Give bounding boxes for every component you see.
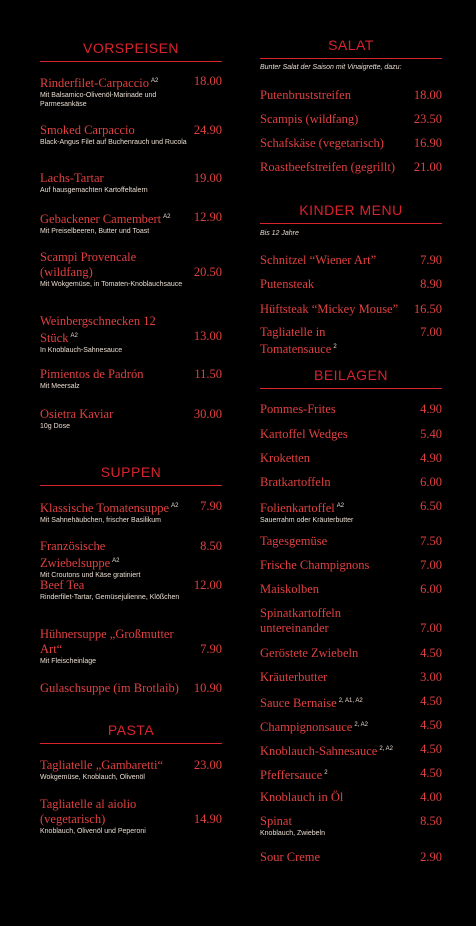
item-price: 8.50 [420, 814, 442, 828]
item-description: Mit Meersalz [40, 383, 80, 390]
item-price: 6.00 [420, 582, 442, 596]
item-name [260, 427, 442, 442]
item-name-text: Tagliatelle al aiolio (vegetarisch) [40, 797, 137, 826]
item-price: 13.00 [193, 329, 222, 343]
menu-item [260, 694, 442, 711]
allergen-note: A2 [171, 503, 179, 509]
section-title-suppen: SUPPEN [40, 464, 222, 486]
menu-item [40, 758, 222, 782]
item-name-text: Hüftsteak “Mickey Mouse” [260, 302, 399, 316]
item-name [40, 499, 222, 516]
menu-item [40, 171, 222, 195]
menu-item [40, 578, 222, 602]
item-name-text: Pimientos de Padrón [40, 367, 144, 381]
item-name-text: Scampis (wildfang) [260, 112, 359, 126]
item-name-text: Spinat [260, 814, 292, 828]
item-price: 7.90 [420, 253, 442, 267]
item-price: 7.50 [420, 534, 442, 548]
menu-item [260, 718, 442, 735]
salat-note: Bunter Salat der Saison mit Vinaigrette, dazu: [260, 64, 402, 71]
item-description: Mit Fleischeinlage [40, 658, 97, 665]
item-name-text: Folienkartoffel [260, 501, 335, 516]
item-name [260, 790, 442, 805]
menu-item [40, 681, 222, 696]
item-price: 2.90 [420, 850, 442, 864]
allergen-note: 2, A2 [379, 746, 394, 752]
item-name [260, 499, 442, 516]
menu-item [260, 606, 442, 636]
item-price: 10.90 [193, 681, 222, 695]
item-price: 12.90 [193, 210, 222, 224]
allergen-note: 2 [333, 344, 337, 350]
item-name-text: Tagesgemüse [260, 534, 328, 548]
item-name-text: Französische Zwiebelsuppe [40, 539, 111, 571]
item-price: 4.90 [420, 402, 442, 416]
item-name-text: Pommes-Frites [260, 402, 336, 416]
menu-item [260, 136, 442, 151]
menu-item [40, 627, 222, 666]
item-name-text: Kartoffel Wedges [260, 427, 348, 441]
menu-item [260, 790, 442, 805]
item-name-text: Roastbeefstreifen (gegrillt) [260, 160, 396, 174]
item-price: 4.00 [420, 790, 442, 804]
item-description: Wokgemüse, Knoblauch, Olivenöl [40, 774, 145, 781]
item-description: Knoblauch, Zwiebeln [260, 830, 325, 837]
item-price: 3.00 [420, 670, 442, 684]
menu-item [260, 160, 442, 175]
menu-item [260, 112, 442, 127]
item-price: 7.00 [420, 621, 442, 635]
item-name-text: Sour Creme [260, 850, 321, 864]
menu-item [260, 742, 442, 759]
item-price: 21.00 [413, 160, 442, 174]
menu-item [40, 74, 222, 109]
menu-item [40, 367, 222, 391]
menu-item [260, 88, 442, 103]
item-name [260, 325, 442, 357]
item-name-text: Scampi Provencale (wildfang) [40, 250, 137, 279]
menu-item [260, 427, 442, 442]
item-name-text: Kroketten [260, 451, 310, 465]
allergen-note: A2 [70, 333, 78, 339]
item-price: 24.90 [193, 123, 222, 137]
item-name-text: Knoblauch-Sahnesauce [260, 744, 378, 759]
item-name-text: Knoblauch in Öl [260, 790, 344, 804]
item-name [260, 558, 442, 573]
item-price: 4.50 [420, 742, 442, 756]
item-price: 16.50 [413, 302, 442, 316]
item-name [260, 646, 442, 661]
item-description: Mit Balsamico-Olivenöl-Marinade und Parmesankäse [40, 92, 157, 109]
item-price: 8.90 [420, 277, 442, 291]
section-title-vorspeisen: VORSPEISEN [40, 40, 222, 62]
kinder-note: Bis 12 Jahre [260, 230, 299, 237]
item-name [260, 606, 442, 636]
menu-item [40, 499, 222, 525]
item-price: 23.50 [413, 112, 442, 126]
item-name [260, 718, 442, 735]
item-price: 7.00 [420, 325, 442, 339]
item-price: 7.90 [200, 642, 222, 656]
item-name-text: Putenbruststreifen [260, 88, 351, 102]
item-name-text: Rinderfilet-Carpaccio [40, 76, 149, 91]
item-name-text: Pfeffersauce [260, 768, 323, 783]
item-price: 18.00 [413, 88, 442, 102]
menu-item [260, 277, 442, 292]
section-title-kinder-menu: KINDER MENU [260, 202, 442, 224]
item-name-text: Osietra Kaviar [40, 407, 114, 421]
item-name [260, 402, 442, 417]
menu-item [260, 850, 442, 865]
menu-item [40, 210, 222, 236]
item-price: 5.40 [420, 427, 442, 441]
item-name-text: Beef Tea [40, 578, 85, 592]
item-description: Mit Croutons und Käse gratiniert [40, 572, 141, 580]
item-description: Auf hausgemachten Kartoffeltalern [40, 187, 148, 194]
item-name-text: Weinbergschnecken 12 Stück [40, 314, 156, 346]
menu-item [40, 539, 222, 580]
item-description: In Knoblauch-Sahnesauce [40, 347, 123, 355]
item-name-text: Lachs-Tartar [40, 171, 104, 185]
allergen-note: A2 [163, 214, 171, 220]
item-price: 23.00 [193, 758, 222, 772]
item-name [260, 277, 442, 292]
item-name-text: Champignonsauce [260, 720, 353, 735]
item-name-text: Tagliatelle „Gambaretti“ [40, 758, 164, 772]
allergen-note: A2 [112, 558, 120, 564]
section-title-salat: SALAT [260, 37, 442, 59]
menu-item [40, 797, 222, 836]
section-title-beilagen: BEILAGEN [260, 367, 442, 389]
item-name-text: Smoked Carpaccio [40, 123, 135, 137]
item-description: Mit Wokgemüse, in Tomaten-Knoblauchsauce [40, 281, 183, 288]
item-price: 11.50 [194, 367, 222, 381]
item-price: 6.00 [420, 475, 442, 489]
item-name-text: Gebackener Camembert [40, 212, 162, 227]
menu-item [260, 558, 442, 573]
item-price: 7.90 [200, 499, 222, 513]
item-price: 7.00 [420, 558, 442, 572]
menu-item [260, 475, 442, 490]
item-name [260, 253, 442, 268]
item-price: 12.00 [193, 578, 222, 592]
item-name [260, 534, 442, 549]
item-name [260, 582, 442, 597]
menu-item [260, 814, 442, 838]
item-description: Knoblauch, Olivenöl und Peperoni [40, 828, 146, 835]
item-name-text: Maiskolben [260, 582, 320, 596]
item-price: 4.50 [420, 766, 442, 780]
item-price: 20.50 [193, 265, 222, 279]
item-price: 4.50 [420, 646, 442, 660]
item-description: Mit Sahnehäubchen, frischer Basilikum [40, 517, 162, 525]
menu-item [260, 402, 442, 417]
section-title-pasta: PASTA [40, 722, 222, 744]
menu-item [260, 253, 442, 268]
item-description: Sauerrahm oder Kräuterbutter [260, 517, 354, 525]
item-name-text: Schnitzel “Wiener Art” [260, 253, 377, 267]
item-name [260, 475, 442, 490]
menu-item [260, 499, 442, 525]
item-name [260, 850, 442, 865]
item-price: 6.50 [420, 499, 442, 513]
item-price: 19.00 [193, 171, 222, 185]
item-description: Black-Angus Filet auf Buchenrauch und Rucola [40, 139, 187, 146]
menu-item [260, 451, 442, 466]
allergen-note: 2 [324, 770, 328, 776]
menu-item [40, 407, 222, 431]
item-name-text: Geröstete Zwiebeln [260, 646, 359, 660]
item-price: 16.90 [413, 136, 442, 150]
allergen-note: 2, A1, A2 [338, 698, 363, 704]
allergen-note: A2 [150, 78, 159, 84]
item-price: 18.00 [193, 74, 222, 88]
item-price: 14.90 [193, 812, 222, 826]
item-price: 30.00 [193, 407, 222, 421]
menu-item [40, 123, 222, 147]
allergen-note: 2, A2 [354, 722, 369, 728]
item-price: 4.50 [420, 718, 442, 732]
item-name [260, 670, 442, 685]
item-name [260, 694, 442, 711]
item-name [260, 814, 442, 829]
item-price: 8.50 [200, 539, 222, 553]
item-description: Rinderfilet-Tartar, Gemüsejulienne, Klößchen [40, 594, 180, 601]
item-name [40, 627, 222, 657]
item-name-text: Schafskäse (vegetarisch) [260, 136, 384, 150]
item-price: 4.50 [420, 694, 442, 708]
item-name-text: Klassische Tomatensuppe [40, 501, 170, 516]
menu-item [260, 582, 442, 597]
menu-item [260, 302, 442, 317]
item-name-text: Tagliatelle in Tomatensauce [260, 325, 332, 357]
item-name-text: Putensteak [260, 277, 315, 291]
item-name [260, 451, 442, 466]
item-name-text: Kräuterbutter [260, 670, 328, 684]
menu-item [260, 766, 442, 783]
menu-item [40, 314, 222, 355]
item-price: 4.90 [420, 451, 442, 465]
item-name [260, 766, 442, 783]
item-description: 10g Dose [40, 423, 70, 430]
menu-item [260, 325, 442, 357]
item-name-text: Spinatkartoffeln untereinander [260, 606, 341, 635]
menu-item [260, 670, 442, 685]
item-name-text: Frische Champignons [260, 558, 370, 572]
allergen-note: A2 [336, 503, 345, 509]
item-name [40, 539, 222, 571]
item-name-text: Bratkartoffeln [260, 475, 331, 489]
item-name-text: Gulaschsuppe (im Brotlaib) [40, 681, 179, 695]
item-name [260, 742, 442, 759]
item-name-text: Sauce Bernaise [260, 696, 337, 711]
menu-item [260, 646, 442, 661]
menu-item [40, 250, 222, 289]
item-description: Mit Preiselbeeren, Butter und Toast [40, 228, 150, 236]
item-name-text: Hühnersuppe „Großmutter Art“ [40, 627, 174, 656]
menu-item [260, 534, 442, 549]
